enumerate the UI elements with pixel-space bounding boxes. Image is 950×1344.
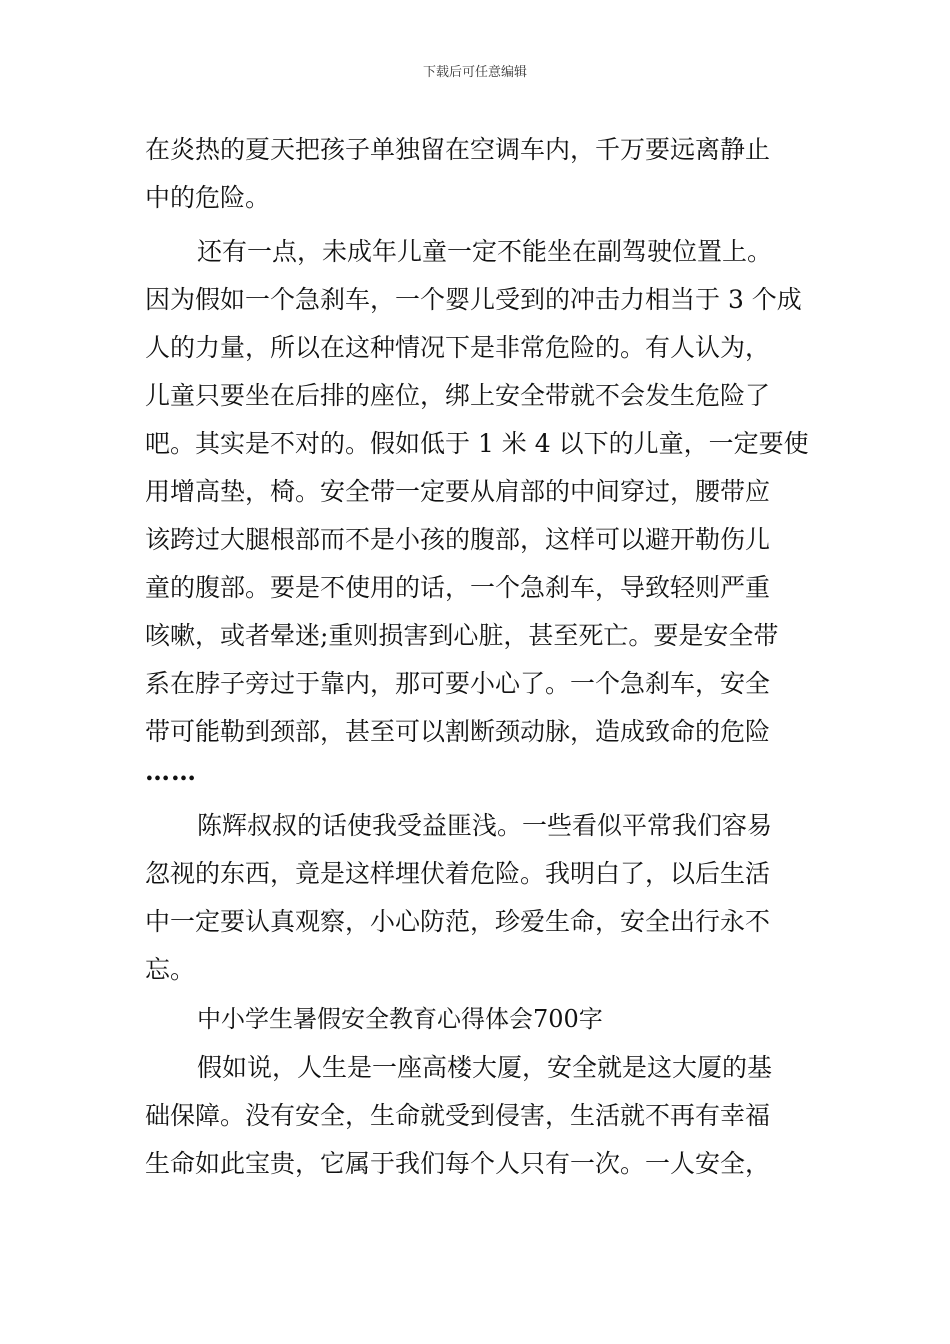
text-line: 儿童只要坐在后排的座位，绑上安全带就不会发生危险了 <box>145 381 771 410</box>
text-line: 系在脖子旁过于靠内，那可要小心了。一个急刹车，安全 <box>145 669 771 698</box>
paragraph-3 <box>145 802 807 994</box>
text-line: 咳嗽，或者晕迷;重则损害到心脏，甚至死亡。要是安全带 <box>145 621 779 650</box>
text-line: 生命如此宝贵，它属于我们每个人只有一次。一人安全， <box>145 1149 771 1178</box>
text-line: 中的危险。 <box>145 183 271 212</box>
text-line: 用增高垫，椅。安全带一定要从肩部的中间穿过，腰带应 <box>145 477 771 506</box>
paragraph-4 <box>145 1044 807 1188</box>
ellipsis-line: …… <box>145 757 197 786</box>
text-line: 中一定要认真观察，小心防范，珍爱生命，安全出行永不 <box>145 907 771 936</box>
text-line: 吧。其实是不对的。假如低于 1 米 4 以下的儿童，一定要使 <box>145 429 809 458</box>
text-line: 忽视的东西，竟是这样埋伏着危险。我明白了，以后生活 <box>145 859 771 888</box>
text-line: 陈辉叔叔的话使我受益匪浅。一些看似平常我们容易 <box>197 811 773 840</box>
paragraph-2 <box>145 228 807 796</box>
text-line: 础保障。没有安全，生命就受到侵害，生活就不再有幸福 <box>145 1101 771 1130</box>
section-heading <box>145 994 807 1044</box>
text-line: 忘。 <box>145 955 196 984</box>
text-line: 假如说，人生是一座高楼大厦，安全就是这大厦的基 <box>197 1053 773 1082</box>
document-body <box>145 126 807 1188</box>
page-header: 下载后可任意编辑 <box>422 65 527 80</box>
text-line: 该跨过大腿根部而不是小孩的腹部，这样可以避开勒伤儿 <box>145 525 771 554</box>
text-line: 带可能勒到颈部，甚至可以割断颈动脉，造成致命的危险 <box>145 717 771 746</box>
text-line: 还有一点，未成年儿童一定不能坐在副驾驶位置上。 <box>197 237 773 266</box>
text-line: 童的腹部。要是不使用的话，一个急刹车，导致轻则严重 <box>145 573 771 602</box>
paragraph-1 <box>145 126 807 222</box>
text-line: 在炎热的夏天把孩子单独留在空调车内，千万要远离静止 <box>145 135 771 164</box>
heading-line: 中小学生暑假安全教育心得体会700字 <box>197 1005 603 1033</box>
text-line: 因为假如一个急刹车，一个婴儿受到的冲击力相当于 3 个成 <box>145 285 802 314</box>
text-line: 人的力量，所以在这种情况下是非常危险的。有人认为， <box>145 333 771 362</box>
